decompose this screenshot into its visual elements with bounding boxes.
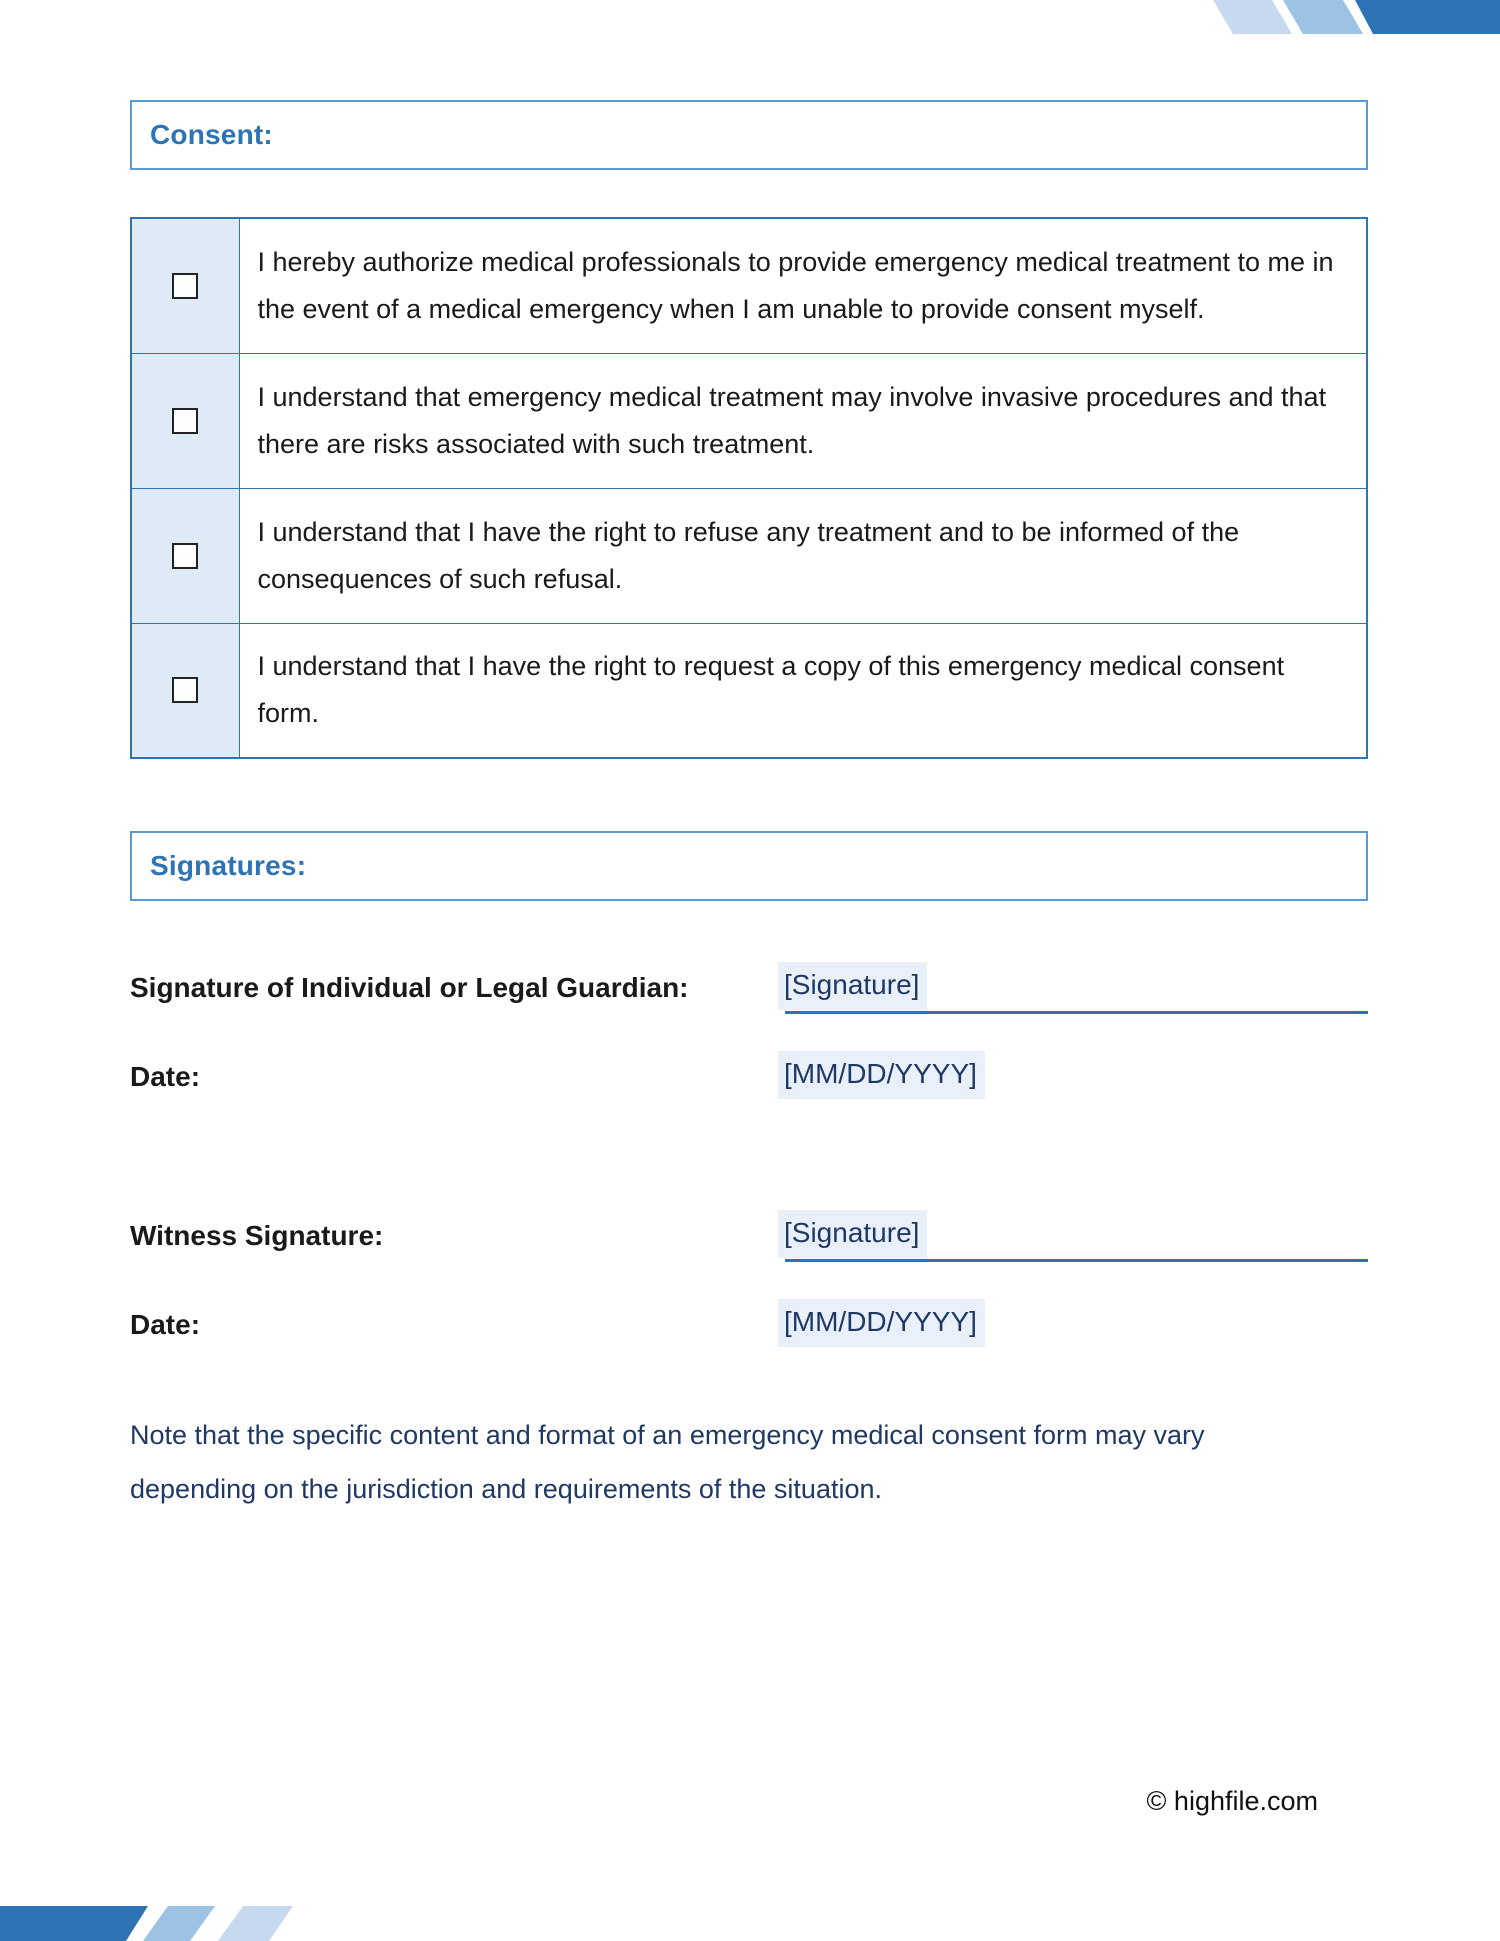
consent-statement-cell [239, 488, 1367, 623]
checkbox-cell [131, 623, 239, 758]
consent-row [131, 353, 1367, 488]
checkbox[interactable] [172, 543, 198, 569]
consent-checklist-table [130, 217, 1368, 759]
checkbox[interactable] [172, 273, 198, 299]
checkbox-cell [131, 353, 239, 488]
jurisdiction-note: Note that the specific content and format of an emergency medical consent form may vary depending on the jurisdiction and requirements of the situation. [130, 1420, 1205, 1504]
signatures-section-header [130, 831, 1368, 901]
consent-statement-cell [239, 623, 1367, 758]
checkbox-cell [131, 488, 239, 623]
consent-statement: I understand that I have the right to refuse any treatment and to be informed of the consequences of such refusal. [257, 516, 1240, 594]
consent-statement: I understand that emergency medical treatment may involve invasive procedures and that there are risks associated with such treatment. [257, 381, 1327, 459]
stripe-light [218, 1906, 293, 1941]
consent-statement-cell [239, 353, 1367, 488]
consent-statement: I understand that I have the right to request a copy of this emergency medical consent form. [257, 651, 1285, 729]
checkbox-cell [131, 218, 239, 353]
bottom-left-stripes-decoration [0, 1906, 300, 1941]
consent-statement-cell [239, 218, 1367, 353]
top-right-stripes-decoration [1210, 0, 1500, 34]
consent-row [131, 218, 1367, 353]
individual-signature-field[interactable]: [Signature] [778, 962, 927, 1010]
date-field[interactable]: [MM/DD/YYYY] [778, 1299, 985, 1347]
copyright-text: © highfile.com [1146, 1786, 1318, 1816]
consent-row [131, 623, 1367, 758]
stripe-medium [143, 1906, 215, 1941]
date-label: Date: [130, 1061, 201, 1092]
date-field[interactable]: [MM/DD/YYYY] [778, 1051, 985, 1099]
signatures-heading: Signatures: [150, 850, 307, 881]
stripe-dark [0, 1906, 148, 1941]
signature-line [785, 1259, 1368, 1262]
consent-statement: I hereby authorize medical professionals to provide emergency medical treatment to me in the event of a medical emergency when I am unable to provide consent myself. [257, 246, 1334, 324]
stripe-dark [1355, 0, 1500, 34]
witness-signature-field[interactable]: [Signature] [778, 1210, 927, 1258]
individual-signature-label: Signature of Individual or Legal Guardian: [130, 972, 689, 1003]
signature-line [785, 1011, 1368, 1014]
consent-section-header [130, 100, 1368, 170]
stripe-light [1213, 0, 1292, 34]
stripe-medium [1283, 0, 1363, 34]
consent-heading: Consent: [150, 119, 273, 150]
consent-row [131, 488, 1367, 623]
checkbox[interactable] [172, 408, 198, 434]
date-label: Date: [130, 1309, 201, 1340]
checkbox[interactable] [172, 677, 198, 703]
witness-signature-label: Witness Signature: [130, 1220, 384, 1251]
